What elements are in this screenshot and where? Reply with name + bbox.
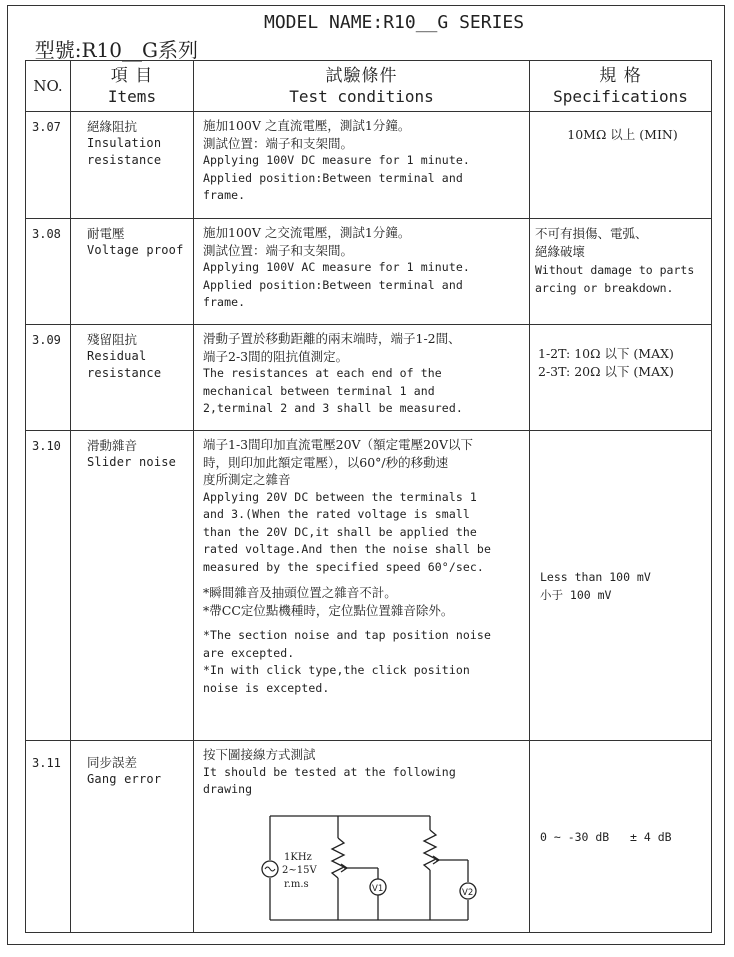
condition-en: than the 20V DC,it shall be applied the (203, 524, 477, 539)
col-header-spec-en: Specifications (553, 87, 688, 106)
circuit-v1-label: V1 (372, 884, 384, 894)
spec-cell (530, 431, 712, 741)
item-cn: 耐電壓 (87, 226, 125, 241)
spec-text: 絕緣破壞 (535, 244, 586, 259)
item-en: Gang error (87, 772, 162, 786)
item-cell (71, 219, 194, 325)
series-title: 型號:R10__G系列 (34, 38, 198, 62)
row-number: 3.10 (26, 431, 71, 741)
col-header-spec-cn: 規 格 (599, 66, 642, 86)
condition-en: and 3.(When the rated voltage is small (203, 507, 470, 521)
item-cell (71, 431, 194, 741)
condition-en: Applied position:Between terminal and (203, 170, 463, 185)
condition-cell (194, 112, 530, 219)
spec-table (25, 60, 712, 933)
spec-text: 小于 100 mV (540, 587, 612, 602)
row-number: 3.09 (26, 325, 71, 431)
circuit-rms: r.m.s (284, 879, 309, 890)
item-cn: 絕緣阻抗 (87, 119, 138, 134)
item-cell (71, 112, 194, 219)
condition-cn: 按下圖接線方式測試 (203, 747, 316, 762)
item-en: Slider noise (87, 455, 177, 469)
spec-cell (530, 325, 712, 431)
condition-en: 2,terminal 2 and 3 shall be measured. (203, 401, 463, 415)
table-row (26, 219, 712, 325)
gang-error-circuit (258, 808, 518, 928)
spec-cell (530, 741, 712, 933)
table-row (26, 112, 712, 219)
model-name: MODEL NAME:R10__G SERIES (264, 12, 525, 33)
item-cell (71, 741, 194, 933)
condition-cn: 測試位置：端子和支架間。 (203, 242, 354, 258)
col-header-items (71, 61, 194, 112)
note-en: are excepted. (203, 645, 295, 660)
col-header-no: NO. (26, 61, 71, 112)
table-header-row (26, 61, 712, 112)
condition-en: frame. (203, 188, 246, 202)
item-cell (71, 325, 194, 431)
circuit-frequency: 1KHz (284, 852, 312, 863)
note-cn: *帶CC定位點機種時，定位點位置雜音除外。 (203, 602, 454, 618)
item-en: Residual (87, 349, 147, 363)
table-row (26, 431, 712, 741)
condition-en: rated voltage.And then the noise shall be (203, 542, 491, 556)
condition-en: drawing (203, 782, 253, 796)
note-en: *In with click type,the click position (203, 663, 470, 677)
condition-en: measured by the specified speed 60°/sec. (203, 559, 484, 574)
spec-text: arcing or breakdown. (535, 281, 674, 295)
spec-text: 0 ~ -30 dB ± 4 dB (540, 829, 672, 844)
condition-en: Applying 100V AC measure for 1 minute. (203, 260, 470, 274)
spec-text: 不可有損傷、電弧、 (535, 226, 648, 241)
condition-cn: 端子1-3間印加直流電壓20V（額定電壓20V以下 (203, 437, 473, 452)
condition-cell (194, 431, 530, 741)
note-cn: *瞬間雜音及抽頭位置之雜音不計。 (203, 585, 397, 600)
note-en: *The section noise and tap position noise (203, 628, 491, 642)
spec-text: Without damage to parts (535, 263, 695, 277)
condition-cn: 端子2-3間的阻抗值測定。 (203, 348, 349, 364)
circuit-voltage: 2~15V (282, 865, 317, 876)
note-en: noise is excepted. (203, 680, 330, 695)
condition-cn: 測試位置：端子和支架間。 (203, 135, 354, 151)
item-en: resistance (87, 366, 162, 380)
spec-text: 1-2T: 10Ω 以下 (MAX) (538, 346, 674, 361)
row-number: 3.07 (26, 112, 71, 219)
condition-cn: 滑動子置於移動距離的兩末端時，端子1-2間、 (203, 331, 461, 346)
table-row (26, 325, 712, 431)
item-cn: 同步誤差 (87, 755, 138, 770)
col-header-items-cn: 項 目 (110, 66, 154, 86)
condition-cn: 施加100V 之交流電壓，測試1分鐘。 (203, 225, 411, 240)
item-en: Voltage proof (87, 243, 184, 257)
col-header-spec (530, 61, 712, 112)
item-cn: 殘留阻抗 (87, 332, 138, 347)
col-header-items-en: Items (107, 87, 157, 106)
condition-en: frame. (203, 295, 246, 309)
spec-text: Less than 100 mV (540, 569, 651, 584)
condition-cell (194, 325, 530, 431)
condition-en: It should be tested at the following (203, 764, 456, 779)
condition-cn: 度所測定之雜音 (203, 472, 291, 487)
circuit-v2-label: V2 (462, 888, 474, 898)
col-header-test (194, 61, 530, 112)
spec-cell (530, 112, 712, 219)
item-en: resistance (87, 153, 162, 167)
spec-text: 2-3T: 20Ω 以下 (MAX) (538, 364, 674, 379)
row-number: 3.08 (26, 219, 71, 325)
condition-cn: 施加100V 之直流電壓，測試1分鐘。 (203, 118, 411, 133)
item-cn: 滑動雜音 (87, 438, 138, 453)
col-header-test-en: Test conditions (289, 87, 434, 106)
row-number: 3.11 (26, 741, 71, 933)
spec-text: 10MΩ 以上 (MIN) (567, 127, 678, 142)
condition-cn: 時，則印加此額定電壓），以60°/秒的移動速 (203, 454, 449, 470)
condition-en: Applying 100V DC measure for 1 minute. (203, 153, 470, 167)
spec-cell (530, 219, 712, 325)
condition-en: mechanical between terminal 1 and (203, 383, 435, 398)
col-header-test-cn: 試驗條件 (325, 66, 398, 86)
item-en: Insulation (87, 136, 162, 150)
condition-en: Applying 20V DC between the terminals 1 (203, 489, 477, 504)
condition-en: The resistances at each end of the (203, 366, 442, 380)
condition-en: Applied position:Between terminal and (203, 277, 463, 292)
condition-cell (194, 219, 530, 325)
